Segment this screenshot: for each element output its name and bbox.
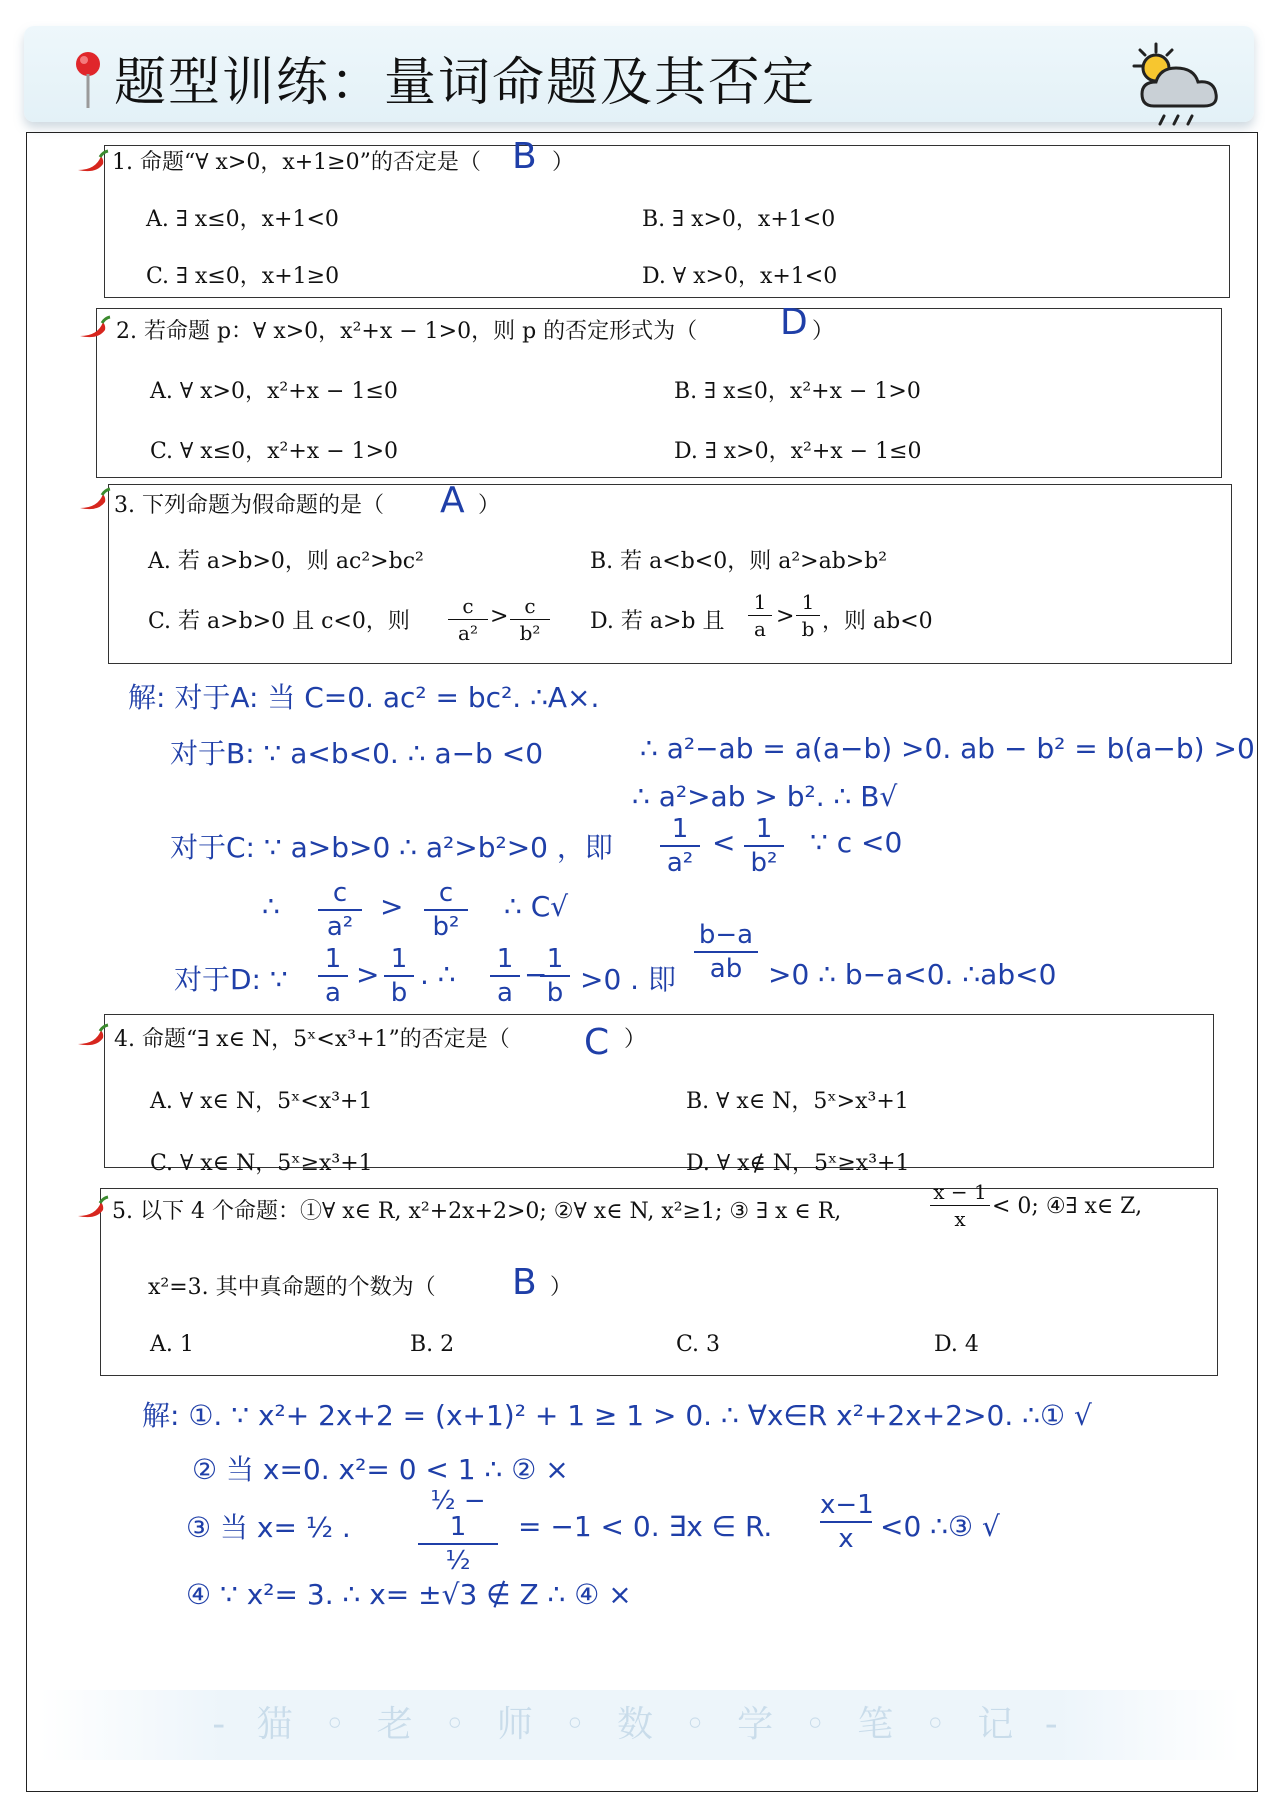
pushpin-icon [68, 48, 108, 112]
solution-3-fraction [424, 880, 468, 940]
question-3-option-c-prefix: C. 若 a>b>0 且 c<0，则 [148, 609, 410, 634]
chili-pepper-icon [78, 314, 112, 340]
question-5-answer: B [512, 1262, 537, 1303]
fraction-denominator: b² [432, 912, 460, 942]
fraction-numerator: 1 [755, 814, 773, 844]
solution-3-line-6b: . ∴ [420, 958, 456, 991]
question-4-stem: 4. 命题“∃ x∈ N，5ˣ<x³+1”的否定是（ [114, 1027, 510, 1052]
question-5-option-b: B. 2 [410, 1332, 455, 1357]
solution-3-fraction [318, 946, 348, 1006]
fraction-bar [448, 619, 488, 620]
chili-pepper-icon [76, 1022, 110, 1048]
solution-3-line-6a: 对于D: ∵ [174, 963, 288, 996]
option-d-fraction-2 [796, 592, 820, 639]
fraction-denominator: x [838, 1524, 854, 1554]
fraction-denominator: a [325, 978, 341, 1008]
question-5-option-c: C. 3 [676, 1332, 721, 1357]
fraction-denominator: a² [666, 848, 694, 878]
solution-5-line-4: ④ ∵ x²= 3. ∴ x= ±√3 ∉ Z ∴ ④ × [186, 1578, 632, 1611]
question-3-option-d-prefix: D. 若 a>b 且 [590, 609, 725, 634]
question-2-option-c: C. ∀ x≤0，x²+x − 1>0 [150, 439, 399, 464]
question-3-option-b: B. 若 a<b<0，则 a²>ab>b² [590, 549, 888, 574]
question-1-option-a: A. ∃ x≤0，x+1<0 [146, 207, 339, 232]
question-4-answer: C [584, 1022, 610, 1063]
solution-3-line-4b: ∵ c <0 [810, 826, 903, 859]
question-5-line-2: x²=3. 其中真命题的个数为（ [148, 1275, 436, 1300]
question-5-stem-suffix: < 0; ④∃ x∈ Z, [992, 1194, 1143, 1219]
fraction-bar [418, 1543, 498, 1545]
fraction-numerator: 1 [671, 814, 689, 844]
question-3-option-d-suffix: ，则 ab<0 [822, 609, 933, 634]
solution-3-line-1: 解: 对于A: 当 C=0. ac² = bc². ∴A×. [128, 681, 600, 714]
solution-3-less-than: < [712, 826, 736, 859]
question-1-answer: B [512, 136, 537, 177]
question-2-answer: D [780, 302, 808, 343]
question-5-stem-prefix: 5. 以下 4 个命题：①∀ x∈ R, x²+2x+2>0; ②∀ x∈ N, x²≥1; ③ ∃ x ∈ R, [112, 1199, 842, 1224]
fraction-numerator: 1 [753, 590, 767, 614]
fraction-denominator: a² [326, 912, 354, 942]
option-d-greater-than: > [776, 604, 795, 629]
solution-3-fraction [540, 946, 570, 1006]
solution-5-line-3b: = −1 < 0. ∃x ∈ R. [518, 1510, 773, 1543]
question-3-option-a: A. 若 a>b>0，则 ac²>bc² [148, 549, 424, 574]
solution-3-greater-than: > [380, 890, 404, 923]
question-4-option-c: C. ∀ x∈ N，5ˣ≥x³+1 [150, 1151, 373, 1176]
question-1-option-c: C. ∃ x≤0，x+1≥0 [146, 264, 340, 289]
question-1-option-d: D. ∀ x>0，x+1<0 [642, 264, 838, 289]
fraction-numerator: c [438, 878, 454, 908]
fraction-bar [744, 845, 784, 847]
option-c-fraction-2 [510, 596, 550, 643]
solution-5-fraction [820, 1492, 872, 1552]
question-2-option-a: A. ∀ x>0，x²+x − 1≤0 [150, 379, 398, 404]
solution-5-fraction [418, 1488, 498, 1574]
fraction-numerator: x − 1 [933, 1180, 987, 1204]
fraction-denominator: x [954, 1207, 966, 1231]
fraction-bar [796, 615, 820, 616]
fraction-numerator: 1 [496, 944, 514, 974]
fraction-denominator: a [754, 617, 766, 641]
question-2-option-d: D. ∃ x>0，x²+x − 1≤0 [674, 439, 922, 464]
fraction-bar [424, 909, 468, 911]
question-4-stem-end: ） [624, 1027, 647, 1052]
chili-pepper-icon [76, 148, 110, 174]
solution-3-line-5a: ∴ [262, 890, 280, 923]
question-5-option-a: A. 1 [150, 1332, 194, 1357]
fraction-numerator: b−a [698, 920, 754, 950]
solution-5-line-2: ② 当 x=0. x²= 0 < 1 ∴ ② × [192, 1453, 569, 1486]
option-d-fraction-1 [748, 592, 772, 639]
fraction-numerator: 1 [390, 944, 408, 974]
fraction-numerator: 1 [801, 590, 815, 614]
solution-5-line-3c: <0 ∴③ √ [880, 1510, 1000, 1543]
fraction-bar [660, 845, 700, 847]
fraction-denominator: b [801, 617, 815, 641]
question-4-option-d: D. ∀ x∉ N，5ˣ≥x³+1 [686, 1151, 910, 1176]
solution-3-line-3: ∴ a²>ab > b². ∴ B√ [632, 780, 898, 813]
solution-3-fraction [490, 946, 520, 1006]
watermark: - 猫 ◦ 老 ◦ 师 ◦ 数 ◦ 学 ◦ 笔 ◦ 记 - [40, 1690, 1240, 1760]
fraction-denominator: b [546, 978, 564, 1008]
question-1-stem-end: ） [552, 150, 575, 175]
fraction-denominator: b² [750, 848, 778, 878]
fraction-denominator: b [390, 978, 408, 1008]
solution-3-minus: − [524, 958, 548, 991]
question-5-fraction [930, 1182, 990, 1229]
fraction-numerator: ½ − 1 [430, 1486, 486, 1542]
fraction-denominator: ½ [445, 1546, 471, 1576]
fraction-numerator: 1 [324, 944, 342, 974]
page-title: 题型训练：量词命题及其否定 [114, 53, 817, 113]
solution-3-fraction [660, 816, 700, 876]
question-3-answer: A [440, 480, 465, 521]
fraction-denominator: a [497, 978, 513, 1008]
chili-pepper-icon [78, 486, 112, 512]
solution-5-line-3a: ③ 当 x= ½ . [186, 1511, 351, 1544]
fraction-bar [930, 1205, 990, 1206]
fraction-denominator: a² [458, 621, 478, 645]
fraction-bar [540, 975, 570, 977]
question-2-option-b: B. ∃ x≤0，x²+x − 1>0 [674, 379, 921, 404]
solution-3-fraction [318, 880, 362, 940]
fraction-bar [490, 975, 520, 977]
fraction-numerator: c [524, 594, 536, 618]
fraction-bar [318, 975, 348, 977]
solution-3-greater-than: > [356, 958, 380, 991]
fraction-bar [318, 909, 362, 911]
page-header [24, 26, 1254, 122]
solution-3-line-5b: ∴ C√ [504, 890, 569, 923]
chili-pepper-icon [76, 1194, 110, 1220]
question-5-option-d: D. 4 [934, 1332, 979, 1357]
option-c-fraction-1 [448, 596, 488, 643]
fraction-bar [820, 1521, 872, 1523]
solution-3-line-2a: 对于B: ∵ a<b<0. ∴ a−b <0 [170, 737, 544, 770]
question-2-stem-end: ） [812, 319, 835, 344]
fraction-bar [748, 615, 772, 616]
fraction-numerator: c [332, 878, 348, 908]
fraction-bar [694, 951, 758, 953]
fraction-numerator: 1 [546, 944, 564, 974]
solution-5-line-1: 解: ①. ∵ x²+ 2x+2 = (x+1)² + 1 ≥ 1 > 0. ∴ ∀x∈R x²+2x+2>0. ∴① √ [142, 1399, 1092, 1432]
solution-3-fraction [384, 946, 414, 1006]
fraction-numerator: x−1 [820, 1490, 874, 1520]
option-c-greater-than: > [490, 604, 509, 629]
question-5-line-2-end: ） [550, 1275, 573, 1300]
sun-cloud-rain-icon [1124, 40, 1244, 140]
fraction-denominator: b² [519, 621, 541, 645]
question-3-stem-end: ） [478, 493, 501, 518]
solution-3-fraction [744, 816, 784, 876]
question-3-stem: 3. 下列命题为假命题的是（ [114, 493, 384, 518]
question-1-option-b: B. ∃ x>0，x+1<0 [642, 207, 836, 232]
fraction-bar [510, 619, 550, 620]
question-2-stem: 2. 若命题 p：∀ x>0，x²+x − 1>0，则 p 的否定形式为（ [116, 319, 698, 344]
question-4-option-b: B. ∀ x∈ N，5ˣ>x³+1 [686, 1089, 909, 1114]
fraction-numerator: c [462, 594, 474, 618]
question-4-option-a: A. ∀ x∈ N，5ˣ<x³+1 [150, 1089, 373, 1114]
fraction-denominator: ab [709, 954, 743, 984]
solution-3-line-2b: ∴ a²−ab = a(a−b) >0. ab − b² = b(a−b) >0 [640, 732, 1255, 765]
solution-3-line-4a: 对于C: ∵ a>b>0 ∴ a²>b²>0 ，即 [170, 831, 613, 864]
solution-3-line-6c: >0 . 即 [580, 963, 676, 996]
fraction-bar [384, 975, 414, 977]
solution-3-fraction [694, 922, 758, 982]
question-1-stem: 1. 命题“∀ x>0，x+1≥0”的否定是（ [112, 150, 481, 175]
solution-3-line-6d: >0 ∴ b−a<0. ∴ab<0 [768, 958, 1057, 991]
